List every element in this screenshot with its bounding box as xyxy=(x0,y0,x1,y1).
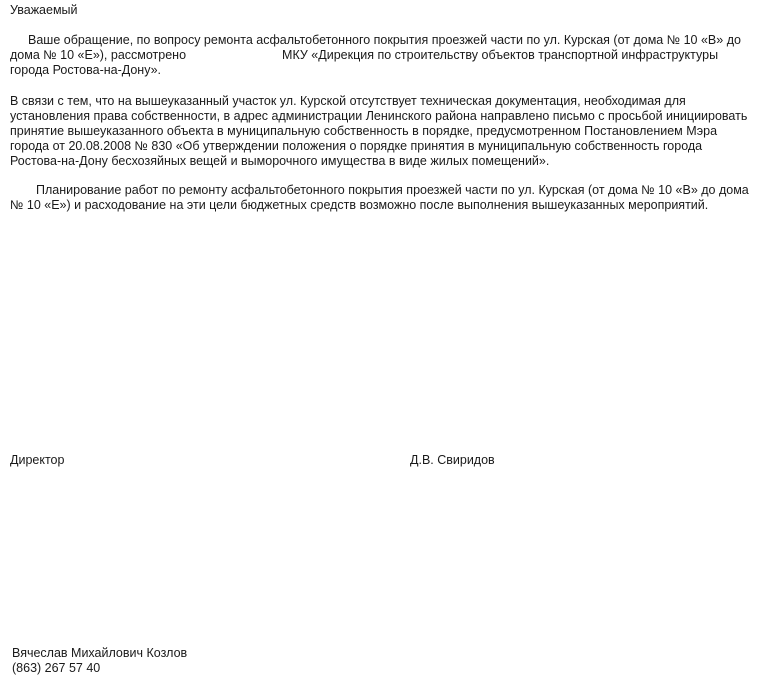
contact-person-name: Вячеслав Михайлович Козлов xyxy=(12,646,188,660)
paragraph-documentation: В связи с тем, что на вышеуказанный участок ул. Курской отсутствует техническая документация, необходимая для установления права собственности, в адрес администрации Ленинского района направлено письмо с просьбой инициировать принятие вышеуказанного объекта в муниципальную собственность в порядке, предусмотренном Постановлением Мэра города от 20.08.2008 № 830 «Об утверждении положения о порядке принятия в муниципальную собственность города Ростова-на-Дону бесхозяйных вещей и выморочного имущества в виде жилых помещений». xyxy=(10,94,748,168)
signatory-name: Д.В. Свиридов xyxy=(410,453,495,467)
paragraph-response-part1: Ваше обращение, по вопросу ремонта асфальтобетонного покрытия проезжей части по ул. Курская (от дома № 10 «В» до дома № 10 «Е»), рассмотрено xyxy=(10,33,741,62)
greeting: Уважаемый xyxy=(10,3,78,17)
signatory-title: Директор xyxy=(10,453,65,467)
contact-phone: (863) 267 57 40 xyxy=(12,661,101,675)
paragraph-response-part2: МКУ «Дирекция по строительству объектов транспортной инфраструктуры города Ростова-на-Дону». xyxy=(10,48,719,77)
paragraph-planning-text: Планирование работ по ремонту асфальтобетонного покрытия проезжей части по ул. Курская (от дома № 10 «В» до дома № 10 «Е») и расходование на эти цели бюджетных средств возможно после выполнения вышеуказанных мероприятий. xyxy=(10,183,749,212)
paragraph-planning xyxy=(10,183,750,213)
paragraph-response xyxy=(10,33,750,78)
